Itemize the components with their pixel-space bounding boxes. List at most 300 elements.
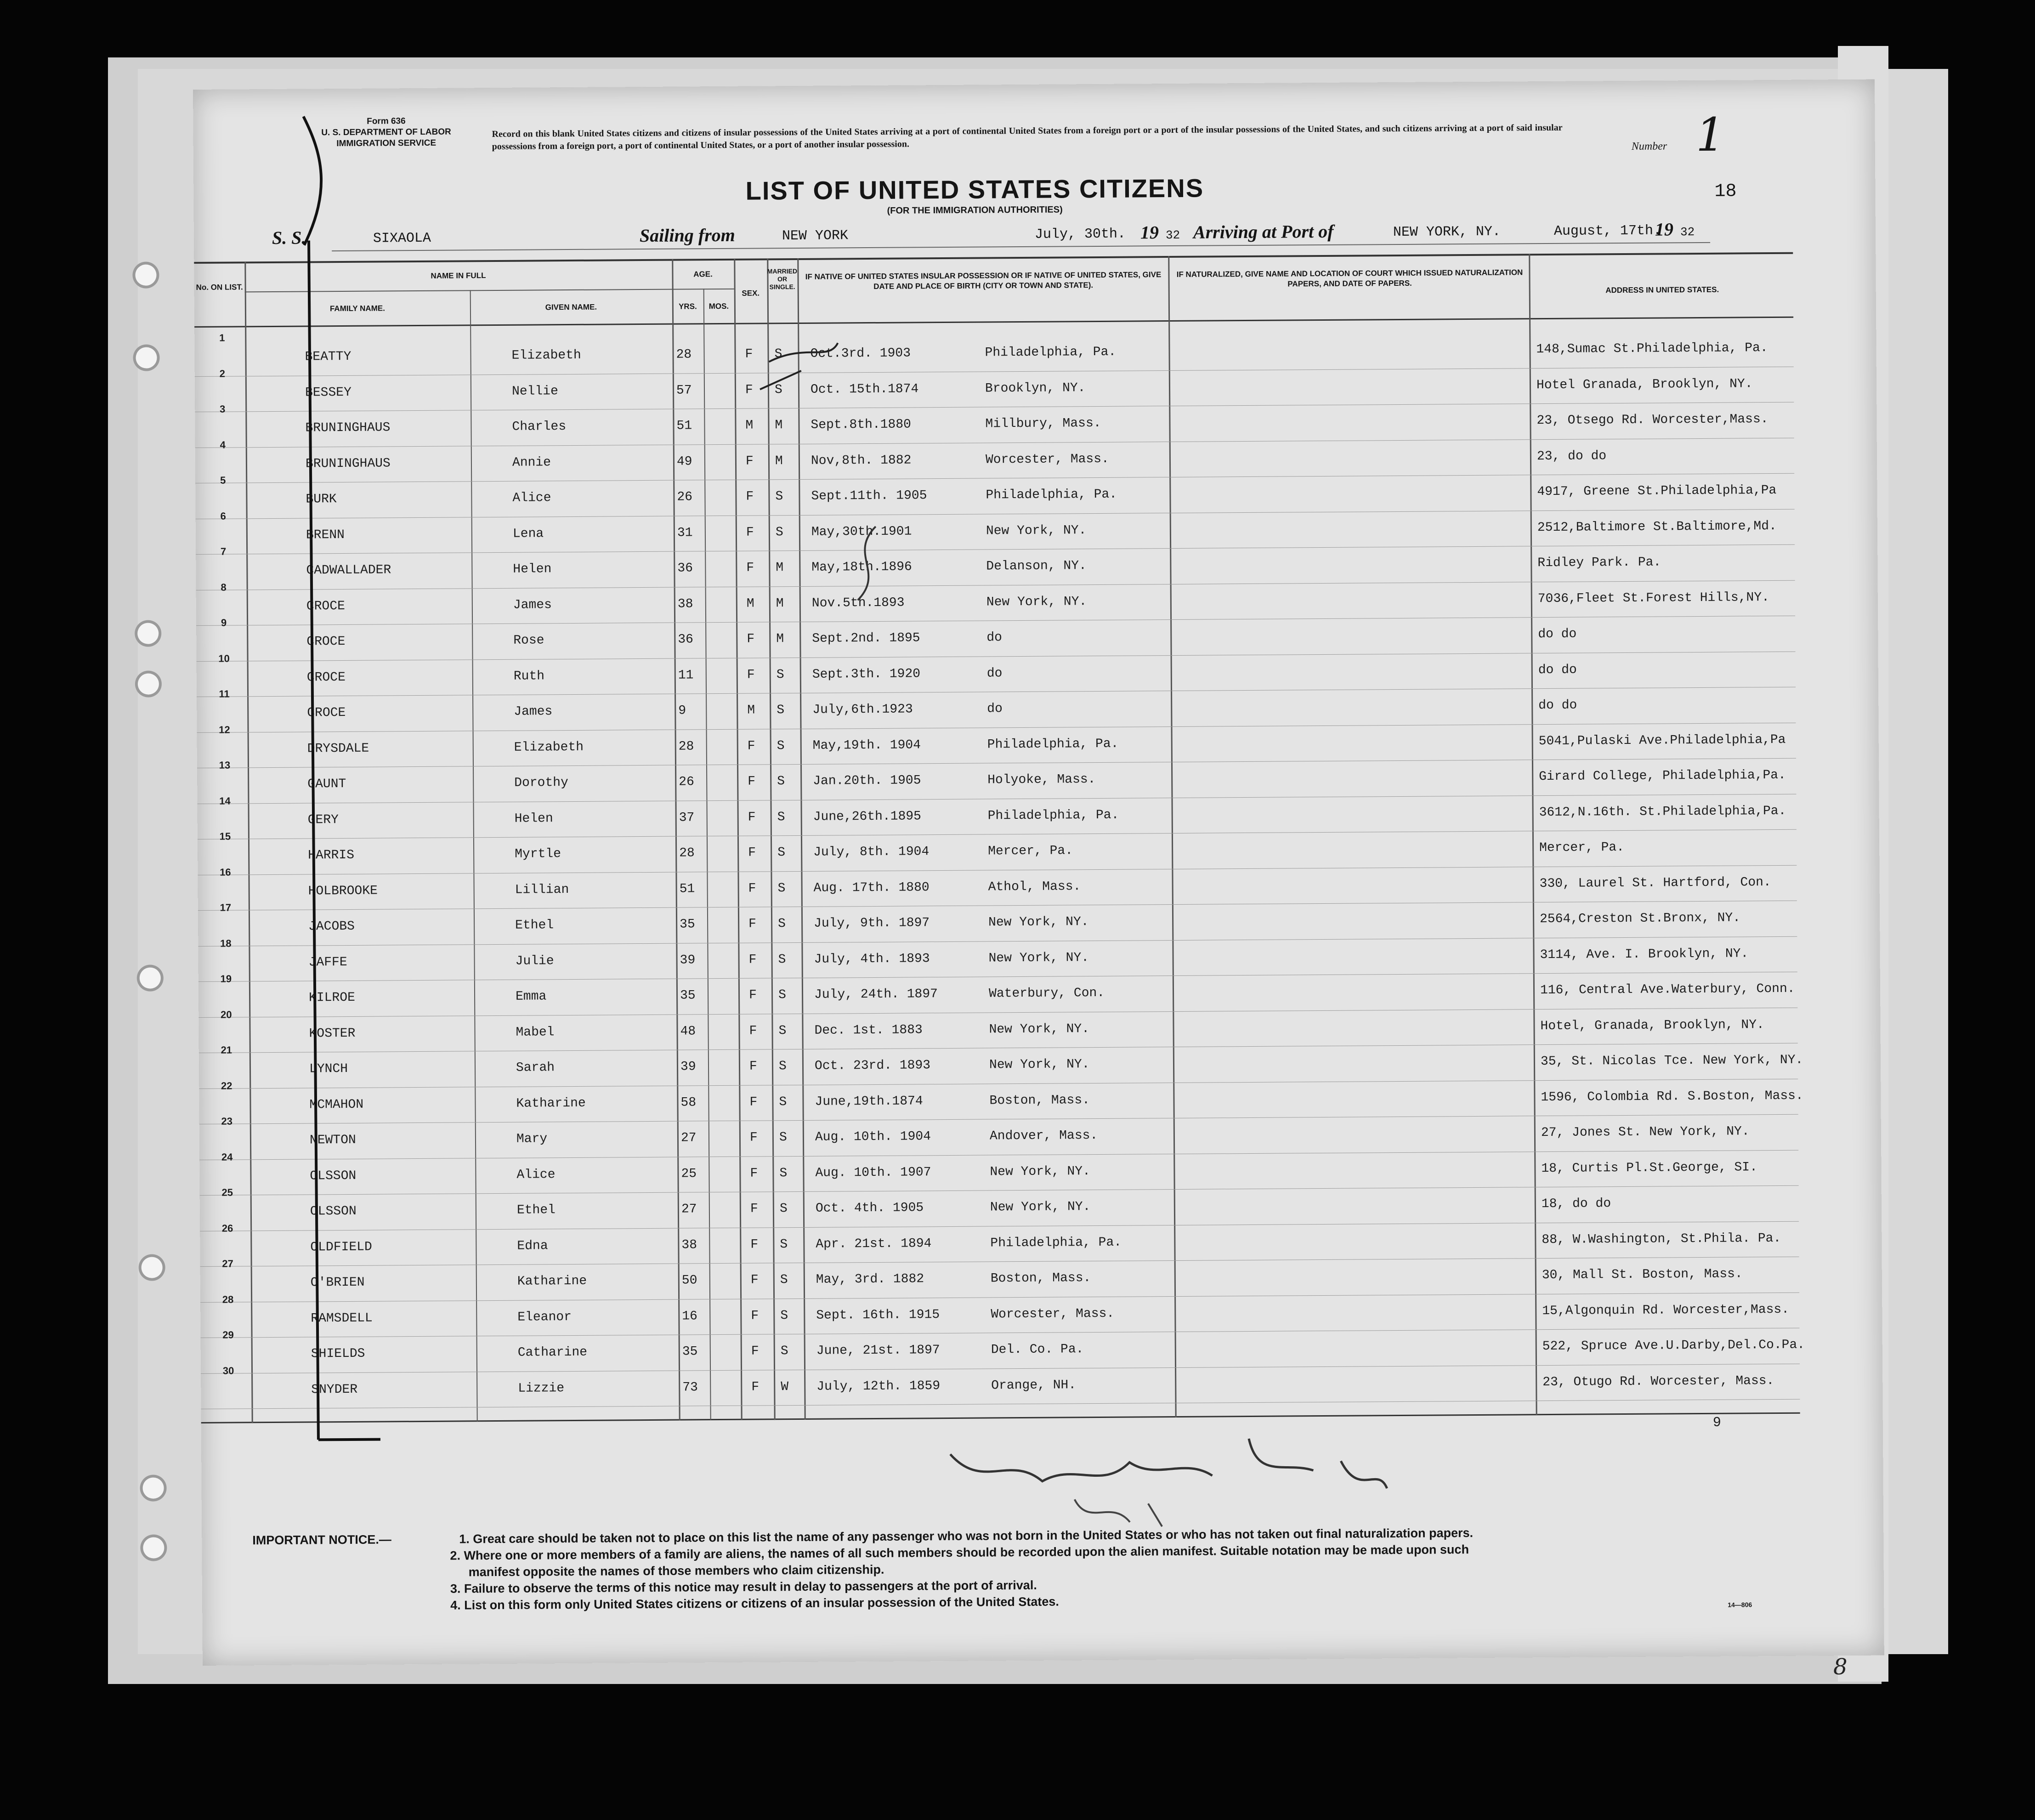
header-address: ADDRESS IN UNITED STATES. [1605, 285, 1719, 295]
row-sex: F [749, 1095, 758, 1110]
row-given: Katharine [517, 1274, 587, 1289]
row-given: Ethel [515, 918, 554, 933]
row-sex: M [745, 418, 754, 433]
row-no: 20 [220, 1009, 232, 1021]
row-family: JAFFE [308, 955, 347, 970]
row-given: Edna [517, 1238, 548, 1253]
row-ms: S [774, 382, 782, 397]
row-birth-place: New York, NY. [986, 594, 1087, 609]
row-given: Elizabeth [514, 740, 584, 755]
row-sex: F [748, 953, 757, 967]
row-birth-place: Delanson, NY. [986, 559, 1087, 574]
row-family: O'BRIEN [310, 1275, 365, 1290]
row-family: HOLBROOKE [308, 884, 378, 899]
sailing-label: Sailing from [639, 224, 735, 246]
row-ms: S [777, 845, 786, 860]
header-given-name: GIVEN NAME. [545, 302, 597, 312]
row-given: Nellie [511, 384, 558, 399]
form-code: 14—806 [1728, 1601, 1752, 1609]
row-sex: F [751, 1380, 760, 1395]
punch-hole [135, 264, 156, 285]
row-birth-date: July, 12th. 1859 [816, 1378, 941, 1394]
row-birth-date: Aug. 17th. 1880 [813, 880, 930, 896]
row-family: OLDFIELD [310, 1240, 372, 1254]
row-no: 18 [220, 937, 232, 949]
row-age: 35 [682, 1344, 698, 1359]
row-family: BRENN [306, 527, 345, 543]
row-age: 25 [681, 1166, 697, 1181]
row-birth-date: Sept.2nd. 1895 [812, 631, 920, 646]
row-age: 37 [679, 810, 695, 825]
row-given: Alice [516, 1167, 556, 1182]
row-ms: S [776, 667, 784, 682]
row-address: 3612,N.16th. St.Philadelphia,Pa. [1539, 804, 1786, 820]
row-address: 2512,Baltimore St.Baltimore,Md. [1537, 519, 1777, 535]
row-age: 39 [680, 1060, 696, 1074]
header-mos: MOS. [709, 301, 729, 311]
row-address: Hotel, Granada, Brooklyn, NY. [1540, 1017, 1764, 1033]
row-birth-date: July,6th.1923 [812, 702, 913, 717]
row-birth-place: Philadelphia, Pa. [985, 345, 1117, 360]
row-birth-date: June,26th.1895 [813, 809, 922, 824]
row-age: 35 [680, 917, 695, 932]
row-no: 11 [219, 688, 230, 700]
row-birth-date: July, 8th. 1904 [813, 845, 930, 860]
preamble-text: Record on this blank United States citizens and citizens of insular possessions of the United States arriving at a port of continental United States from a foreign port or a port of the insular possessions of the United States, and such citizens arriving at a port of said insular possessions from a foreign port, a port of continental United States, or a port of another insular possession. [492, 122, 1563, 152]
row-birth-date: Jan.20th. 1905 [813, 773, 921, 788]
row-no: 21 [221, 1044, 232, 1056]
row-birth-date: Nov,8th. 1882 [811, 453, 912, 468]
row-family: BEATTY [305, 349, 351, 364]
row-address: 23, Otugo Rd. Worcester, Mass. [1542, 1373, 1774, 1389]
punch-hole [142, 1477, 164, 1498]
row-birth-date: Apr. 21st. 1894 [816, 1236, 932, 1252]
row-no: 30 [222, 1365, 234, 1377]
row-address: 18, do do [1541, 1196, 1611, 1212]
punch-hole [136, 347, 157, 368]
row-birth-date: Oct. 4th. 1905 [815, 1201, 924, 1216]
row-ms: S [778, 988, 786, 1003]
row-age: 9 [678, 703, 686, 718]
row-age: 38 [681, 1237, 697, 1253]
row-sex: F [745, 383, 753, 397]
number-label: Number [1631, 140, 1667, 153]
row-sex: F [748, 845, 756, 860]
notice-item: 1. Great care should be taken not to place on this list the name of any passenger who was not born in the United States or who has not taken out final naturalization papers. [459, 1526, 1474, 1546]
row-birth-place: Boston, Mass. [990, 1271, 1091, 1286]
arrival-year-prefix: 19 [1655, 219, 1674, 240]
header-naturalized: IF NATURALIZED, GIVE NAME AND LOCATION OF COURT WHICH ISSUED NATURALIZATION PAPERS, AND DATE OF PAPERS. [1176, 268, 1523, 289]
row-sex: F [748, 810, 756, 825]
page-subtitle: (FOR THE IMMIGRATION AUTHORITIES) [887, 204, 1063, 216]
row-no: 12 [219, 724, 230, 736]
row-ms: S [777, 810, 785, 824]
row-age: 35 [680, 988, 696, 1003]
row-sex: F [751, 1309, 759, 1323]
row-birth-date: July, 24th. 1897 [814, 987, 938, 1002]
row-sex: F [750, 1273, 759, 1287]
row-family: CROCE [307, 705, 346, 720]
row-birth-date: May,30th.1901 [811, 524, 912, 539]
row-address: do do [1538, 698, 1577, 713]
arriving-label: Arriving at Port of [1193, 221, 1334, 243]
ss-label: S. S. [272, 227, 306, 248]
row-birth-place: Andover, Mass. [989, 1128, 1098, 1144]
number-value: 1 [1695, 108, 1725, 162]
form-id-line: Form 636 [367, 116, 406, 126]
row-age: 31 [677, 525, 693, 540]
row-sex: F [750, 1166, 758, 1181]
row-no: 15 [219, 830, 231, 842]
row-given: Ethel [516, 1203, 556, 1218]
row-address: Ridley Park. Pa. [1537, 555, 1661, 571]
row-birth-date: Aug. 10th. 1907 [815, 1165, 931, 1180]
row-sex: M [746, 596, 754, 611]
arrival-port: NEW YORK, NY. [1393, 224, 1501, 241]
header-no: No. ON LIST. [196, 283, 243, 292]
row-age: 28 [679, 846, 695, 861]
notice-item: 4. List on this form only United States citizens or citizens of an insular possession of the United States. [450, 1594, 1059, 1612]
row-age: 36 [677, 561, 693, 576]
row-birth-place: Boston, Mass. [989, 1093, 1090, 1108]
row-birth-place: do [986, 666, 1003, 680]
row-birth-date: July, 4th. 1893 [814, 951, 930, 967]
row-given: Charles [512, 420, 567, 434]
row-birth-date: Sept. 16th. 1915 [816, 1307, 940, 1323]
row-sex: F [746, 489, 754, 504]
row-family: BESSEY [305, 385, 351, 400]
row-family: DRYSDALE [307, 741, 369, 756]
row-birth-date: Oct.3rd. 1903 [810, 346, 911, 361]
row-age: 26 [679, 775, 694, 789]
row-family: MCMAHON [309, 1097, 364, 1112]
row-no: 25 [221, 1186, 233, 1198]
row-no: 26 [221, 1222, 233, 1234]
row-age: 36 [678, 632, 694, 647]
row-age: 51 [676, 419, 692, 433]
row-given: Alice [512, 491, 551, 505]
row-ms: S [779, 1094, 787, 1109]
row-ms: S [778, 1059, 787, 1074]
row-address: 23, Otsego Rd. Worcester,Mass. [1536, 412, 1769, 428]
row-given: Myrtle [515, 847, 561, 862]
row-given: Elizabeth [511, 348, 581, 363]
row-ms: S [780, 1344, 788, 1359]
row-given: Emma [515, 989, 547, 1004]
row-family: KILROE [308, 990, 356, 1005]
row-age: 28 [676, 347, 692, 362]
row-ms: S [778, 952, 786, 967]
row-sex: F [750, 1237, 759, 1252]
row-age: 48 [680, 1024, 696, 1039]
row-address: 3114, Ave. I. Brooklyn, NY. [1540, 946, 1749, 962]
row-age: 39 [680, 953, 696, 968]
row-birth-place: do [986, 630, 1003, 645]
row-given: Catharine [517, 1345, 588, 1360]
row-given: James [514, 704, 553, 719]
row-ms: S [780, 1308, 788, 1323]
manifest-sheet [193, 79, 1884, 1666]
row-no: 10 [218, 652, 230, 664]
row-birth-place: New York, NY. [988, 915, 1089, 930]
row-sex: F [751, 1344, 759, 1359]
row-no: 24 [221, 1151, 233, 1163]
notice-item: 2. Where one or more members of a family are aliens, the names of all such members should be recorded upon the alien manifest. Suitable notation may be made upon such [450, 1542, 1469, 1563]
row-no: 19 [220, 973, 232, 985]
row-no: 16 [220, 866, 231, 878]
row-birth-place: Philadelphia, Pa. [986, 487, 1117, 503]
row-address: 5041,Pulaski Ave.Philadelphia,Pa [1538, 732, 1786, 748]
row-sex: F [749, 1130, 758, 1145]
header-name-in-full: NAME IN FULL [431, 271, 486, 280]
row-no: 9 [221, 617, 227, 629]
row-family: BRUNINGHAUS [305, 420, 391, 436]
row-ms: S [775, 489, 783, 504]
row-sex: F [748, 917, 757, 931]
row-age: 27 [680, 1131, 697, 1145]
row-given: Lillian [515, 882, 569, 897]
row-address: do do [1538, 627, 1577, 642]
row-given: Helen [513, 562, 552, 577]
row-address: 18, Curtis Pl.St.George, SI. [1541, 1160, 1757, 1176]
row-sex: F [746, 525, 754, 540]
sail-year-prefix: 19 [1140, 222, 1159, 243]
row-no: 13 [219, 759, 231, 771]
row-sex: F [747, 739, 755, 754]
header-yrs: YRS. [679, 302, 697, 311]
row-address: 35, St. Nicolas Tce. New York, NY. [1540, 1053, 1803, 1069]
punch-hole [138, 673, 159, 694]
row-birth-place: Del. Co. Pa. [991, 1342, 1084, 1357]
from-port: NEW YORK [782, 228, 849, 244]
row-address: 23, do do [1536, 448, 1607, 464]
row-family: CROCE [306, 670, 346, 685]
row-family: SHIELDS [311, 1346, 365, 1361]
row-ms: M [775, 418, 783, 433]
row-sex: F [748, 774, 756, 789]
row-address: 30, Mall St. Boston, Mass. [1542, 1267, 1743, 1283]
row-ms: S [777, 738, 785, 753]
row-given: Mabel [516, 1025, 555, 1040]
row-no: 23 [221, 1115, 233, 1127]
row-family: GERY [307, 812, 339, 828]
row-birth-date: July, 9th. 1897 [814, 916, 930, 931]
row-age: 16 [682, 1309, 698, 1324]
row-birth-place: New York, NY. [989, 1057, 1090, 1072]
footer-mark: 9 [1712, 1415, 1721, 1431]
row-given: Lena [512, 526, 544, 541]
row-age: 57 [676, 383, 692, 398]
row-sex: F [746, 561, 754, 575]
row-sex: F [749, 1059, 757, 1074]
row-no: 27 [222, 1258, 233, 1270]
row-given: Helen [514, 811, 553, 826]
notice-heading: IMPORTANT NOTICE.— [252, 1532, 391, 1548]
row-age: 58 [680, 1095, 697, 1110]
row-family: SNYDER [311, 1382, 358, 1397]
row-birth-date: June,19th.1874 [815, 1094, 923, 1109]
row-family: BRUNINGHAUS [305, 456, 391, 471]
punch-hole [137, 623, 159, 644]
row-ms: M [776, 632, 784, 646]
arrival-year-suffix: 32 [1680, 225, 1695, 239]
row-birth-date: Dec. 1st. 1883 [814, 1022, 923, 1038]
row-given: Sarah [516, 1060, 555, 1075]
row-birth-place: Holyoke, Mass. [987, 772, 1096, 788]
arrival-date: August, 17th. [1553, 223, 1662, 239]
row-given: Rose [513, 633, 544, 648]
row-birth-place: Waterbury, Con. [988, 986, 1105, 1001]
page-title: LIST OF UNITED STATES CITIZENS [745, 173, 1204, 205]
row-age: 51 [679, 881, 695, 896]
row-address: Girard College, Philadelphia,Pa. [1539, 768, 1786, 784]
row-no: 4 [220, 439, 226, 451]
row-no: 1 [219, 332, 225, 344]
punch-hole [140, 967, 161, 988]
row-ms: S [780, 1273, 788, 1287]
row-ms: W [781, 1379, 789, 1394]
header-family-name: FAMILY NAME. [329, 304, 385, 313]
header-sex: SEX. [742, 289, 760, 298]
row-family: LYNCH [309, 1061, 348, 1077]
row-no: 17 [220, 901, 232, 913]
row-birth-date: Oct. 23rd. 1893 [814, 1058, 931, 1073]
row-no: 2 [219, 368, 225, 380]
row-birth-place: do [987, 702, 1003, 716]
row-ms: S [777, 881, 786, 896]
row-no: 7 [220, 545, 227, 557]
form-id-line: IMMIGRATION SERVICE [336, 138, 436, 149]
row-birth-place: Worcester, Mass. [991, 1306, 1115, 1321]
row-birth-place: Philadelphia, Pa. [987, 737, 1119, 752]
row-age: 38 [677, 596, 693, 612]
row-ms: S [779, 1202, 788, 1216]
row-sex: F [747, 668, 755, 682]
row-address: 522, Spruce Ave.U.Darby,Del.Co.Pa. [1542, 1338, 1805, 1354]
row-birth-place: Brooklyn, NY. [985, 380, 1086, 396]
row-birth-date: May, 3rd. 1882 [816, 1272, 924, 1287]
row-family: OLSSON [310, 1168, 357, 1183]
row-no: 14 [219, 795, 231, 807]
row-family: CADWALLADER [306, 563, 391, 578]
row-family: NEWTON [309, 1133, 356, 1148]
notice-item: manifest opposite the names of those members who claim citizenship. [468, 1562, 884, 1579]
punch-hole [143, 1537, 164, 1558]
header-age: AGE. [693, 270, 713, 279]
row-given: James [513, 597, 552, 612]
row-given: Katharine [516, 1096, 586, 1111]
page-number: 8 [1833, 1654, 1848, 1680]
row-sex: F [747, 632, 755, 646]
row-age: 73 [682, 1380, 698, 1395]
row-age: 49 [676, 454, 692, 469]
handwritten-annotations [193, 79, 1884, 1666]
row-address: 330, Laurel St. Hartford, Con. [1539, 875, 1771, 891]
row-birth-place: Millbury, Mass. [985, 416, 1101, 431]
row-birth-place: Mercer, Pa. [988, 844, 1073, 859]
row-given: Annie [512, 455, 551, 470]
row-birth-date: Nov.5th.1893 [811, 595, 905, 611]
notice-item: 3. Failure to observe the terms of this notice may result in delay to passengers at the port of arrival. [450, 1578, 1037, 1596]
row-address: 1596, Colombia Rd. S.Boston, Mass. [1541, 1089, 1803, 1105]
row-birth-date: May,19th. 1904 [812, 737, 921, 753]
row-birth-place: New York, NY. [989, 1021, 1090, 1037]
row-birth-date: Sept.3th. 1920 [812, 666, 921, 682]
row-family: GAUNT [307, 777, 346, 792]
stamp-number: 18 [1714, 181, 1737, 202]
row-given: Dorothy [514, 776, 568, 790]
header-native: IF NATIVE OF UNITED STATES INSULAR POSSESSION OR IF NATIVE OF UNITED STATES, GIVE DATE AND PLACE OF BIRTH (CITY OR TOWN AND STATE). [805, 270, 1162, 291]
row-given: Mary [516, 1132, 548, 1146]
row-address: 2564,Creston St.Bronx, NY. [1539, 911, 1741, 927]
row-address: 148,Sumac St.Philadelphia, Pa. [1536, 341, 1768, 357]
row-age: 28 [678, 739, 694, 754]
row-sex: F [748, 988, 757, 1003]
row-sex: F [745, 454, 754, 469]
row-sex: F [749, 1024, 757, 1038]
row-given: Ruth [513, 669, 545, 684]
row-ms: S [779, 1166, 788, 1180]
row-sex: F [750, 1202, 758, 1216]
row-address: 88, W.Washington, St.Phila. Pa. [1542, 1231, 1781, 1247]
row-birth-place: Philadelphia, Pa. [987, 808, 1119, 823]
row-birth-place: Orange, NH. [991, 1378, 1077, 1393]
row-sex: F [748, 881, 756, 896]
row-birth-place: New York, NY. [986, 523, 1087, 538]
row-address: 4917, Greene St.Philadelphia,Pa [1537, 483, 1777, 499]
row-ms: S [780, 1237, 788, 1252]
header-married-single: MARRIED OR SINGLE. [767, 267, 798, 291]
row-no: 22 [221, 1080, 232, 1092]
form-id-line: U. S. DEPARTMENT OF LABOR [321, 127, 451, 138]
row-address: 7036,Fleet St.Forest Hills,NY. [1537, 590, 1770, 606]
row-birth-date: Sept.11th. 1905 [811, 488, 927, 504]
row-no: 28 [222, 1293, 234, 1305]
row-no: 3 [220, 403, 226, 415]
row-birth-place: New York, NY. [988, 950, 1089, 965]
row-age: 11 [678, 668, 694, 683]
row-address: 27, Jones St. New York, NY. [1541, 1124, 1750, 1140]
row-no: 8 [221, 581, 227, 593]
row-ms: S [778, 917, 786, 931]
row-family: BURK [306, 492, 337, 507]
row-family: CROCE [306, 599, 345, 614]
row-address: Hotel Granada, Brooklyn, NY. [1536, 376, 1753, 392]
punch-hole [142, 1257, 163, 1278]
row-birth-date: Aug. 10th. 1904 [815, 1129, 931, 1145]
row-birth-place: Athol, Mass. [988, 879, 1081, 894]
row-age: 26 [677, 490, 693, 505]
row-birth-date: Oct. 15th.1874 [810, 381, 919, 397]
row-birth-place: Philadelphia, Pa. [990, 1235, 1122, 1250]
row-family: CROCE [306, 634, 346, 649]
row-given: Lizzie [518, 1381, 565, 1396]
row-address: 116, Central Ave.Waterbury, Conn. [1540, 981, 1795, 998]
row-address: 15,Algonquin Rd. Worcester,Mass. [1542, 1302, 1790, 1318]
row-ms: S [774, 347, 782, 362]
row-ms: S [777, 703, 785, 718]
sail-date: July, 30th. [1034, 226, 1126, 243]
row-no: 29 [222, 1329, 234, 1341]
row-family: RAMSDELL [311, 1311, 373, 1326]
row-ms: S [777, 774, 785, 789]
row-age: 50 [681, 1273, 697, 1288]
row-no: 6 [220, 510, 226, 522]
row-ms: S [778, 1023, 787, 1038]
row-sex: M [747, 703, 755, 718]
row-address: Mercer, Pa. [1539, 840, 1625, 856]
row-given: Eleanor [517, 1310, 572, 1325]
